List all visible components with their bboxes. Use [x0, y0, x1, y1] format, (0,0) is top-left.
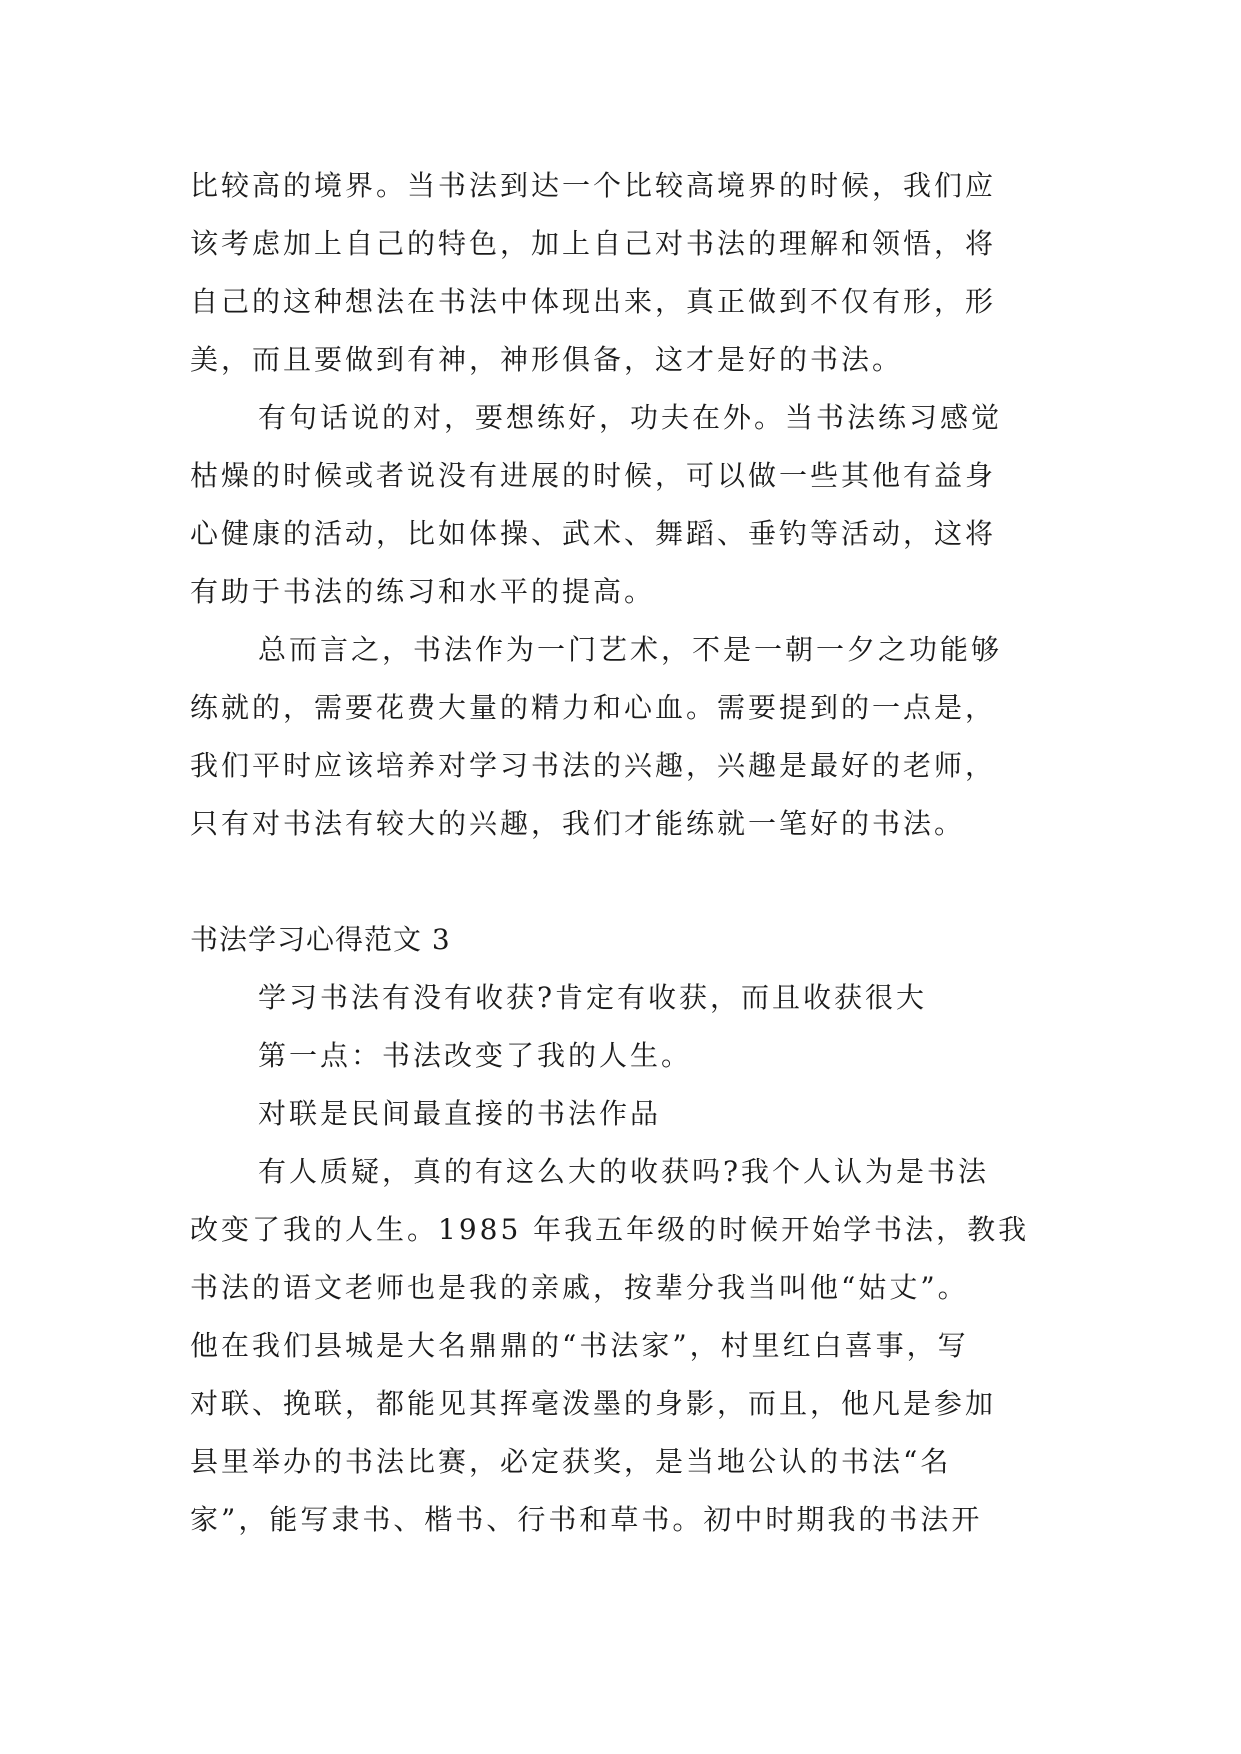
- text-line: 家”，能写隶书、楷书、行书和草书。初中时期我的书法开: [190, 1503, 983, 1536]
- paragraph-first-line: 有句话说的对，要想练好，功夫在外。当书法练习感觉: [258, 401, 1003, 434]
- section-heading: 书法学习心得范文 3: [190, 923, 451, 956]
- text-line: 书法的语文老师也是我的亲戚，按辈分我当叫他“姑丈”。: [190, 1271, 969, 1304]
- text-line: 对联、挽联，都能见其挥毫泼墨的身影，而且，他凡是参加: [190, 1387, 997, 1420]
- paragraph-first-line: 总而言之，书法作为一门艺术，不是一朝一夕之功能够: [258, 633, 1003, 666]
- text-line: 练就的，需要花费大量的精力和心血。需要提到的一点是，: [190, 691, 997, 724]
- text-line: 他在我们县城是大名鼎鼎的“书法家”，村里红白喜事，写: [190, 1329, 969, 1362]
- text-line: 只有对书法有较大的兴趣，我们才能练就一笔好的书法。: [190, 807, 966, 840]
- text-line: 我们平时应该培养对学习书法的兴趣，兴趣是最好的老师，: [190, 749, 997, 782]
- paragraph-first-line: 第一点：书法改变了我的人生。: [258, 1039, 693, 1072]
- text-line: 该考虑加上自己的特色，加上自己对书法的理解和领悟，将: [190, 227, 997, 260]
- text-line: 自己的这种想法在书法中体现出来，真正做到不仅有形，形: [190, 285, 997, 318]
- text-line: 有助于书法的练习和水平的提高。: [190, 575, 656, 608]
- text-line: 比较高的境界。当书法到达一个比较高境界的时候，我们应: [190, 169, 997, 202]
- paragraph-first-line: 有人质疑，真的有这么大的收获吗?我个人认为是书法: [258, 1155, 990, 1188]
- paragraph-first-line: 对联是民间最直接的书法作品: [258, 1097, 662, 1130]
- text-line: 心健康的活动，比如体操、武术、舞蹈、垂钓等活动，这将: [190, 517, 997, 550]
- text-line: 县里举办的书法比赛，必定获奖，是当地公认的书法“名: [190, 1445, 952, 1478]
- paragraph-first-line: 学习书法有没有收获?肯定有收获，而且收获很大: [258, 981, 928, 1014]
- text-line: 美，而且要做到有神，神形俱备，这才是好的书法。: [190, 343, 904, 376]
- text-line: 改变了我的人生。1985 年我五年级的时候开始学书法，教我: [190, 1213, 1030, 1246]
- text-line: 枯燥的时候或者说没有进展的时候，可以做一些其他有益身: [190, 459, 997, 492]
